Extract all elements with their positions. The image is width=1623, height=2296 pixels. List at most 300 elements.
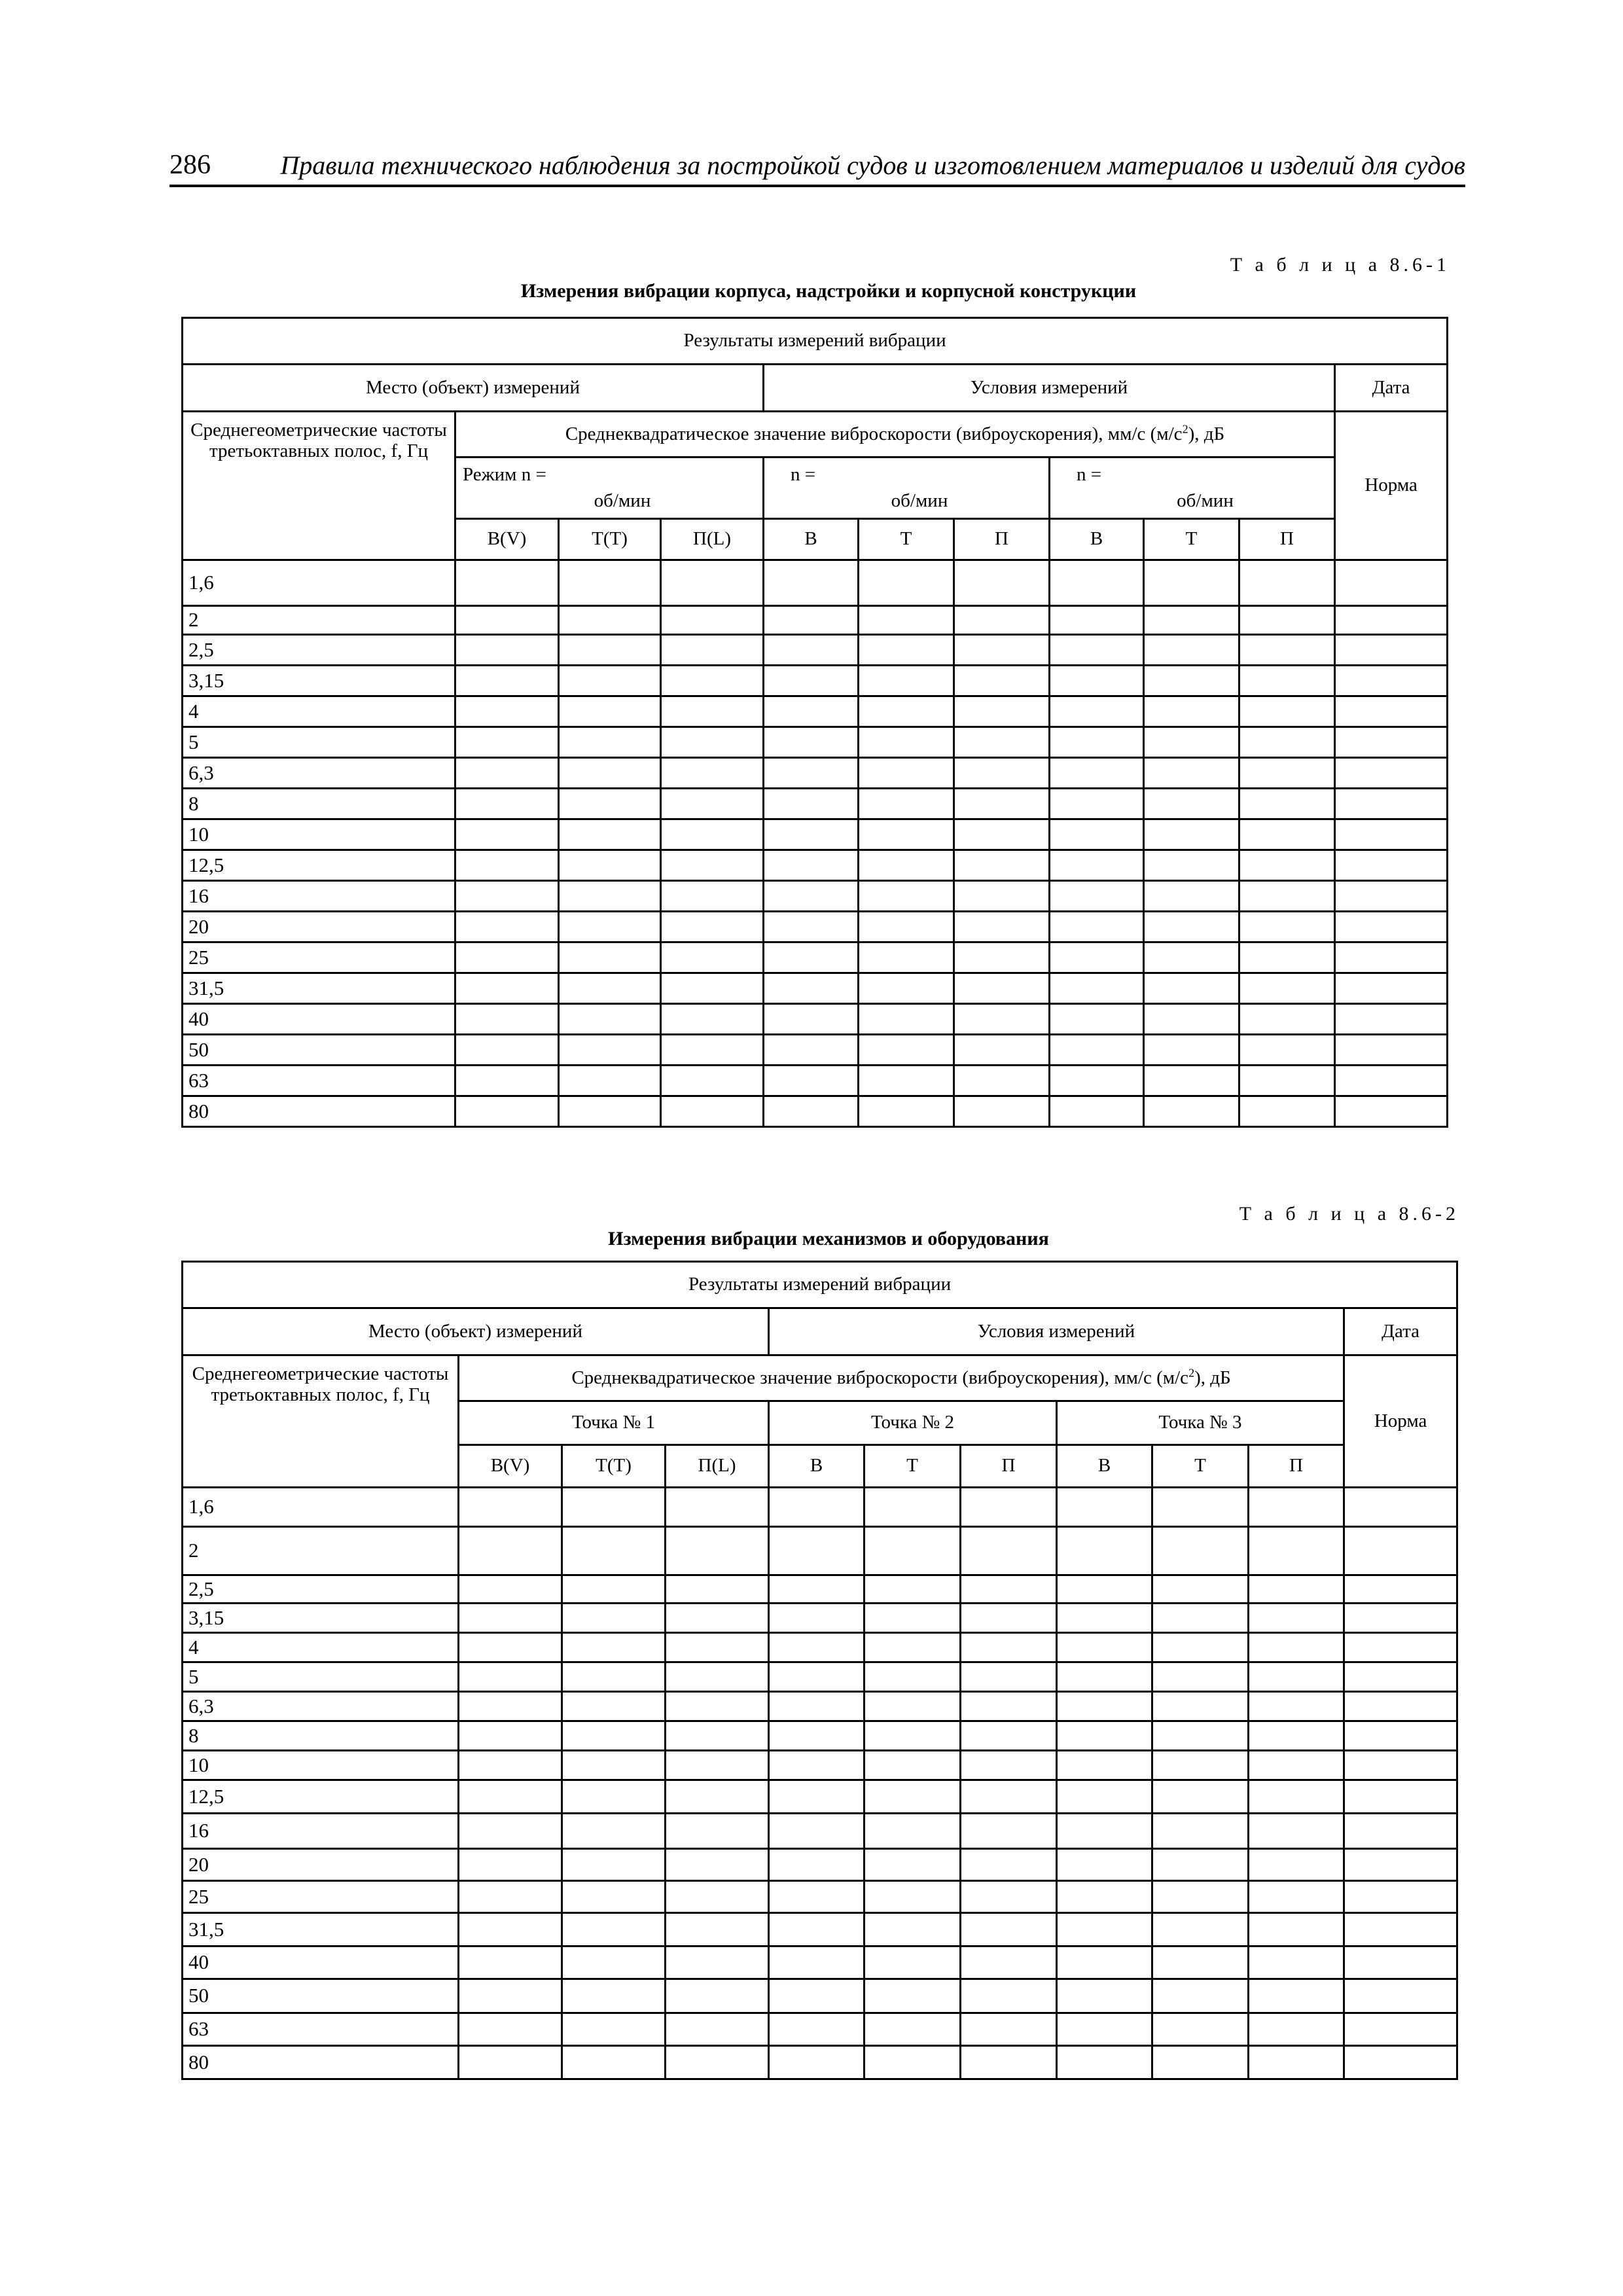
norm-cell[interactable] [1335, 666, 1448, 696]
value-cell[interactable] [459, 1780, 562, 1814]
value-cell[interactable] [666, 1913, 769, 1946]
value-cell[interactable] [954, 635, 1050, 666]
value-cell[interactable] [764, 635, 859, 666]
value-cell[interactable] [769, 1604, 865, 1633]
value-cell[interactable] [1057, 1814, 1152, 1849]
value-cell[interactable] [455, 1096, 559, 1127]
value-cell[interactable] [865, 1881, 961, 1913]
value-cell[interactable] [562, 2013, 666, 2046]
value-cell[interactable] [455, 942, 559, 973]
value-cell[interactable] [562, 1488, 666, 1527]
value-cell[interactable] [1144, 881, 1240, 912]
value-cell[interactable] [769, 1946, 865, 1979]
value-cell[interactable] [865, 2046, 961, 2079]
value-cell[interactable] [764, 696, 859, 727]
value-cell[interactable] [859, 942, 954, 973]
value-cell[interactable] [661, 758, 764, 789]
value-cell[interactable] [559, 727, 661, 758]
value-cell[interactable] [1050, 942, 1144, 973]
value-cell[interactable] [769, 1721, 865, 1751]
value-cell[interactable] [1057, 1881, 1152, 1913]
value-cell[interactable] [666, 2046, 769, 2079]
norm-cell[interactable] [1344, 2046, 1457, 2079]
value-cell[interactable] [764, 850, 859, 881]
value-cell[interactable] [1249, 1814, 1344, 1849]
value-cell[interactable] [1144, 1096, 1240, 1127]
value-cell[interactable] [559, 560, 661, 606]
value-cell[interactable] [1050, 881, 1144, 912]
value-cell[interactable] [1249, 1527, 1344, 1575]
value-cell[interactable] [1240, 560, 1335, 606]
value-cell[interactable] [1249, 1692, 1344, 1721]
value-cell[interactable] [954, 696, 1050, 727]
value-cell[interactable] [661, 819, 764, 850]
value-cell[interactable] [666, 1946, 769, 1979]
value-cell[interactable] [661, 666, 764, 696]
value-cell[interactable] [459, 1881, 562, 1913]
value-cell[interactable] [1249, 1913, 1344, 1946]
value-cell[interactable] [459, 1527, 562, 1575]
value-cell[interactable] [1240, 789, 1335, 819]
value-cell[interactable] [666, 1662, 769, 1692]
value-cell[interactable] [865, 1751, 961, 1780]
value-cell[interactable] [1152, 1780, 1249, 1814]
value-cell[interactable] [559, 1004, 661, 1035]
value-cell[interactable] [865, 1575, 961, 1604]
value-cell[interactable] [1057, 1575, 1152, 1604]
value-cell[interactable] [455, 850, 559, 881]
value-cell[interactable] [1144, 789, 1240, 819]
value-cell[interactable] [661, 1066, 764, 1096]
value-cell[interactable] [666, 1488, 769, 1527]
value-cell[interactable] [562, 1814, 666, 1849]
value-cell[interactable] [1057, 1488, 1152, 1527]
value-cell[interactable] [769, 1814, 865, 1849]
value-cell[interactable] [661, 850, 764, 881]
norm-cell[interactable] [1344, 1780, 1457, 1814]
value-cell[interactable] [961, 2046, 1057, 2079]
value-cell[interactable] [961, 1881, 1057, 1913]
value-cell[interactable] [859, 635, 954, 666]
value-cell[interactable] [1152, 1913, 1249, 1946]
value-cell[interactable] [1240, 850, 1335, 881]
value-cell[interactable] [1152, 2046, 1249, 2079]
value-cell[interactable] [455, 789, 559, 819]
value-cell[interactable] [1050, 1066, 1144, 1096]
value-cell[interactable] [661, 727, 764, 758]
value-cell[interactable] [1050, 635, 1144, 666]
value-cell[interactable] [559, 666, 661, 696]
value-cell[interactable] [865, 1979, 961, 2013]
value-cell[interactable] [459, 1913, 562, 1946]
value-cell[interactable] [865, 1780, 961, 1814]
norm-cell[interactable] [1335, 560, 1448, 606]
value-cell[interactable] [661, 1096, 764, 1127]
value-cell[interactable] [1240, 912, 1335, 942]
value-cell[interactable] [1057, 1633, 1152, 1662]
value-cell[interactable] [961, 1662, 1057, 1692]
value-cell[interactable] [459, 1692, 562, 1721]
value-cell[interactable] [459, 1662, 562, 1692]
value-cell[interactable] [1152, 1946, 1249, 1979]
value-cell[interactable] [1144, 666, 1240, 696]
value-cell[interactable] [769, 1692, 865, 1721]
norm-cell[interactable] [1344, 1721, 1457, 1751]
value-cell[interactable] [1249, 1751, 1344, 1780]
norm-cell[interactable] [1344, 1527, 1457, 1575]
value-cell[interactable] [769, 1979, 865, 2013]
value-cell[interactable] [1152, 1721, 1249, 1751]
value-cell[interactable] [559, 1035, 661, 1066]
value-cell[interactable] [1152, 1575, 1249, 1604]
value-cell[interactable] [1050, 606, 1144, 635]
value-cell[interactable] [562, 1979, 666, 2013]
value-cell[interactable] [455, 560, 559, 606]
value-cell[interactable] [859, 912, 954, 942]
value-cell[interactable] [859, 758, 954, 789]
value-cell[interactable] [666, 1575, 769, 1604]
value-cell[interactable] [961, 1751, 1057, 1780]
value-cell[interactable] [1050, 666, 1144, 696]
value-cell[interactable] [954, 850, 1050, 881]
value-cell[interactable] [1050, 973, 1144, 1004]
value-cell[interactable] [1152, 1979, 1249, 2013]
value-cell[interactable] [459, 1721, 562, 1751]
value-cell[interactable] [961, 1946, 1057, 1979]
value-cell[interactable] [1057, 1604, 1152, 1633]
value-cell[interactable] [865, 1662, 961, 1692]
value-cell[interactable] [764, 606, 859, 635]
value-cell[interactable] [764, 819, 859, 850]
value-cell[interactable] [764, 881, 859, 912]
value-cell[interactable] [666, 1751, 769, 1780]
value-cell[interactable] [1152, 1633, 1249, 1662]
value-cell[interactable] [954, 942, 1050, 973]
value-cell[interactable] [459, 1575, 562, 1604]
value-cell[interactable] [1152, 1488, 1249, 1527]
norm-cell[interactable] [1344, 1575, 1457, 1604]
value-cell[interactable] [764, 727, 859, 758]
value-cell[interactable] [459, 1604, 562, 1633]
value-cell[interactable] [661, 881, 764, 912]
value-cell[interactable] [459, 1979, 562, 2013]
value-cell[interactable] [666, 1527, 769, 1575]
value-cell[interactable] [559, 850, 661, 881]
value-cell[interactable] [1057, 2046, 1152, 2079]
value-cell[interactable] [1144, 635, 1240, 666]
value-cell[interactable] [562, 1633, 666, 1662]
value-cell[interactable] [961, 1913, 1057, 1946]
value-cell[interactable] [865, 1721, 961, 1751]
value-cell[interactable] [954, 973, 1050, 1004]
value-cell[interactable] [559, 789, 661, 819]
value-cell[interactable] [562, 1575, 666, 1604]
value-cell[interactable] [559, 912, 661, 942]
value-cell[interactable] [1057, 2013, 1152, 2046]
value-cell[interactable] [961, 1814, 1057, 1849]
value-cell[interactable] [859, 666, 954, 696]
value-cell[interactable] [769, 1913, 865, 1946]
value-cell[interactable] [954, 1035, 1050, 1066]
value-cell[interactable] [455, 666, 559, 696]
value-cell[interactable] [1144, 1035, 1240, 1066]
value-cell[interactable] [1050, 560, 1144, 606]
norm-cell[interactable] [1344, 1814, 1457, 1849]
value-cell[interactable] [764, 973, 859, 1004]
value-cell[interactable] [1144, 973, 1240, 1004]
value-cell[interactable] [961, 1721, 1057, 1751]
value-cell[interactable] [961, 1633, 1057, 1662]
value-cell[interactable] [459, 2046, 562, 2079]
value-cell[interactable] [1144, 1004, 1240, 1035]
value-cell[interactable] [562, 1946, 666, 1979]
value-cell[interactable] [1050, 819, 1144, 850]
value-cell[interactable] [666, 1814, 769, 1849]
value-cell[interactable] [961, 1527, 1057, 1575]
value-cell[interactable] [865, 1849, 961, 1881]
value-cell[interactable] [1144, 758, 1240, 789]
value-cell[interactable] [1152, 1692, 1249, 1721]
value-cell[interactable] [1249, 1721, 1344, 1751]
value-cell[interactable] [459, 1849, 562, 1881]
value-cell[interactable] [859, 819, 954, 850]
value-cell[interactable] [954, 1066, 1050, 1096]
value-cell[interactable] [1144, 819, 1240, 850]
value-cell[interactable] [1050, 789, 1144, 819]
value-cell[interactable] [764, 1096, 859, 1127]
value-cell[interactable] [1050, 1004, 1144, 1035]
norm-cell[interactable] [1335, 1004, 1448, 1035]
value-cell[interactable] [661, 606, 764, 635]
value-cell[interactable] [1057, 1849, 1152, 1881]
value-cell[interactable] [562, 1913, 666, 1946]
value-cell[interactable] [459, 1633, 562, 1662]
value-cell[interactable] [1152, 1604, 1249, 1633]
value-cell[interactable] [562, 1849, 666, 1881]
value-cell[interactable] [769, 1849, 865, 1881]
value-cell[interactable] [1144, 942, 1240, 973]
value-cell[interactable] [1249, 1881, 1344, 1913]
value-cell[interactable] [954, 560, 1050, 606]
norm-cell[interactable] [1335, 789, 1448, 819]
value-cell[interactable] [1057, 1979, 1152, 2013]
norm-cell[interactable] [1335, 881, 1448, 912]
value-cell[interactable] [769, 1575, 865, 1604]
value-cell[interactable] [455, 758, 559, 789]
norm-cell[interactable] [1344, 1692, 1457, 1721]
value-cell[interactable] [1240, 635, 1335, 666]
value-cell[interactable] [865, 2013, 961, 2046]
value-cell[interactable] [562, 1780, 666, 1814]
value-cell[interactable] [1249, 2013, 1344, 2046]
value-cell[interactable] [954, 606, 1050, 635]
value-cell[interactable] [764, 1035, 859, 1066]
value-cell[interactable] [954, 789, 1050, 819]
value-cell[interactable] [661, 696, 764, 727]
value-cell[interactable] [459, 1814, 562, 1849]
value-cell[interactable] [961, 1604, 1057, 1633]
value-cell[interactable] [562, 1527, 666, 1575]
value-cell[interactable] [455, 1004, 559, 1035]
value-cell[interactable] [865, 1527, 961, 1575]
value-cell[interactable] [562, 2046, 666, 2079]
value-cell[interactable] [666, 2013, 769, 2046]
value-cell[interactable] [859, 1066, 954, 1096]
value-cell[interactable] [1057, 1751, 1152, 1780]
value-cell[interactable] [954, 758, 1050, 789]
value-cell[interactable] [1249, 2046, 1344, 2079]
value-cell[interactable] [459, 2013, 562, 2046]
value-cell[interactable] [455, 1035, 559, 1066]
value-cell[interactable] [1240, 696, 1335, 727]
value-cell[interactable] [562, 1721, 666, 1751]
value-cell[interactable] [865, 1814, 961, 1849]
value-cell[interactable] [1057, 1721, 1152, 1751]
value-cell[interactable] [865, 1946, 961, 1979]
value-cell[interactable] [455, 635, 559, 666]
value-cell[interactable] [764, 1004, 859, 1035]
norm-cell[interactable] [1344, 1849, 1457, 1881]
value-cell[interactable] [1240, 1066, 1335, 1096]
value-cell[interactable] [1249, 1633, 1344, 1662]
value-cell[interactable] [1057, 1692, 1152, 1721]
value-cell[interactable] [769, 1527, 865, 1575]
value-cell[interactable] [459, 1946, 562, 1979]
value-cell[interactable] [865, 1913, 961, 1946]
value-cell[interactable] [455, 973, 559, 1004]
norm-cell[interactable] [1344, 1881, 1457, 1913]
value-cell[interactable] [1152, 2013, 1249, 2046]
value-cell[interactable] [1249, 1979, 1344, 2013]
norm-cell[interactable] [1335, 1066, 1448, 1096]
norm-cell[interactable] [1335, 696, 1448, 727]
norm-cell[interactable] [1335, 850, 1448, 881]
value-cell[interactable] [859, 789, 954, 819]
value-cell[interactable] [562, 1881, 666, 1913]
value-cell[interactable] [859, 1096, 954, 1127]
value-cell[interactable] [559, 635, 661, 666]
value-cell[interactable] [661, 912, 764, 942]
value-cell[interactable] [1057, 1780, 1152, 1814]
value-cell[interactable] [661, 635, 764, 666]
norm-cell[interactable] [1335, 635, 1448, 666]
value-cell[interactable] [1152, 1527, 1249, 1575]
value-cell[interactable] [769, 1662, 865, 1692]
value-cell[interactable] [1144, 696, 1240, 727]
value-cell[interactable] [455, 696, 559, 727]
value-cell[interactable] [666, 1692, 769, 1721]
value-cell[interactable] [1057, 1662, 1152, 1692]
value-cell[interactable] [1144, 560, 1240, 606]
value-cell[interactable] [666, 1721, 769, 1751]
value-cell[interactable] [1240, 973, 1335, 1004]
value-cell[interactable] [865, 1633, 961, 1662]
value-cell[interactable] [865, 1604, 961, 1633]
value-cell[interactable] [764, 666, 859, 696]
value-cell[interactable] [1050, 696, 1144, 727]
value-cell[interactable] [961, 1692, 1057, 1721]
norm-cell[interactable] [1335, 727, 1448, 758]
value-cell[interactable] [859, 850, 954, 881]
value-cell[interactable] [562, 1662, 666, 1692]
value-cell[interactable] [859, 973, 954, 1004]
norm-cell[interactable] [1335, 1035, 1448, 1066]
norm-cell[interactable] [1335, 606, 1448, 635]
value-cell[interactable] [666, 1979, 769, 2013]
value-cell[interactable] [865, 1692, 961, 1721]
value-cell[interactable] [459, 1751, 562, 1780]
norm-cell[interactable] [1335, 758, 1448, 789]
value-cell[interactable] [1249, 1780, 1344, 1814]
value-cell[interactable] [859, 696, 954, 727]
value-cell[interactable] [1144, 1066, 1240, 1096]
value-cell[interactable] [559, 973, 661, 1004]
value-cell[interactable] [1240, 881, 1335, 912]
value-cell[interactable] [666, 1604, 769, 1633]
value-cell[interactable] [1240, 727, 1335, 758]
norm-cell[interactable] [1344, 1751, 1457, 1780]
norm-cell[interactable] [1344, 1946, 1457, 1979]
value-cell[interactable] [961, 2013, 1057, 2046]
value-cell[interactable] [1144, 912, 1240, 942]
value-cell[interactable] [1144, 727, 1240, 758]
value-cell[interactable] [1249, 1575, 1344, 1604]
value-cell[interactable] [559, 758, 661, 789]
value-cell[interactable] [1050, 727, 1144, 758]
value-cell[interactable] [559, 881, 661, 912]
value-cell[interactable] [1240, 758, 1335, 789]
value-cell[interactable] [954, 1096, 1050, 1127]
value-cell[interactable] [1152, 1662, 1249, 1692]
value-cell[interactable] [455, 912, 559, 942]
value-cell[interactable] [1050, 1096, 1144, 1127]
value-cell[interactable] [1240, 942, 1335, 973]
value-cell[interactable] [661, 560, 764, 606]
value-cell[interactable] [459, 1488, 562, 1527]
value-cell[interactable] [455, 881, 559, 912]
norm-cell[interactable] [1344, 1488, 1457, 1527]
value-cell[interactable] [666, 1849, 769, 1881]
norm-cell[interactable] [1344, 1979, 1457, 2013]
value-cell[interactable] [1240, 819, 1335, 850]
norm-cell[interactable] [1344, 2013, 1457, 2046]
value-cell[interactable] [1152, 1849, 1249, 1881]
value-cell[interactable] [769, 1751, 865, 1780]
norm-cell[interactable] [1335, 1096, 1448, 1127]
value-cell[interactable] [1144, 850, 1240, 881]
value-cell[interactable] [764, 1066, 859, 1096]
value-cell[interactable] [1249, 1488, 1344, 1527]
value-cell[interactable] [559, 1066, 661, 1096]
value-cell[interactable] [859, 1035, 954, 1066]
value-cell[interactable] [764, 942, 859, 973]
value-cell[interactable] [1249, 1946, 1344, 1979]
value-cell[interactable] [865, 1488, 961, 1527]
norm-cell[interactable] [1335, 942, 1448, 973]
value-cell[interactable] [666, 1780, 769, 1814]
value-cell[interactable] [559, 942, 661, 973]
norm-cell[interactable] [1344, 1913, 1457, 1946]
value-cell[interactable] [961, 1979, 1057, 2013]
value-cell[interactable] [661, 1004, 764, 1035]
value-cell[interactable] [455, 727, 559, 758]
value-cell[interactable] [954, 1004, 1050, 1035]
value-cell[interactable] [859, 560, 954, 606]
value-cell[interactable] [666, 1881, 769, 1913]
value-cell[interactable] [859, 1004, 954, 1035]
value-cell[interactable] [1152, 1814, 1249, 1849]
value-cell[interactable] [1050, 1035, 1144, 1066]
